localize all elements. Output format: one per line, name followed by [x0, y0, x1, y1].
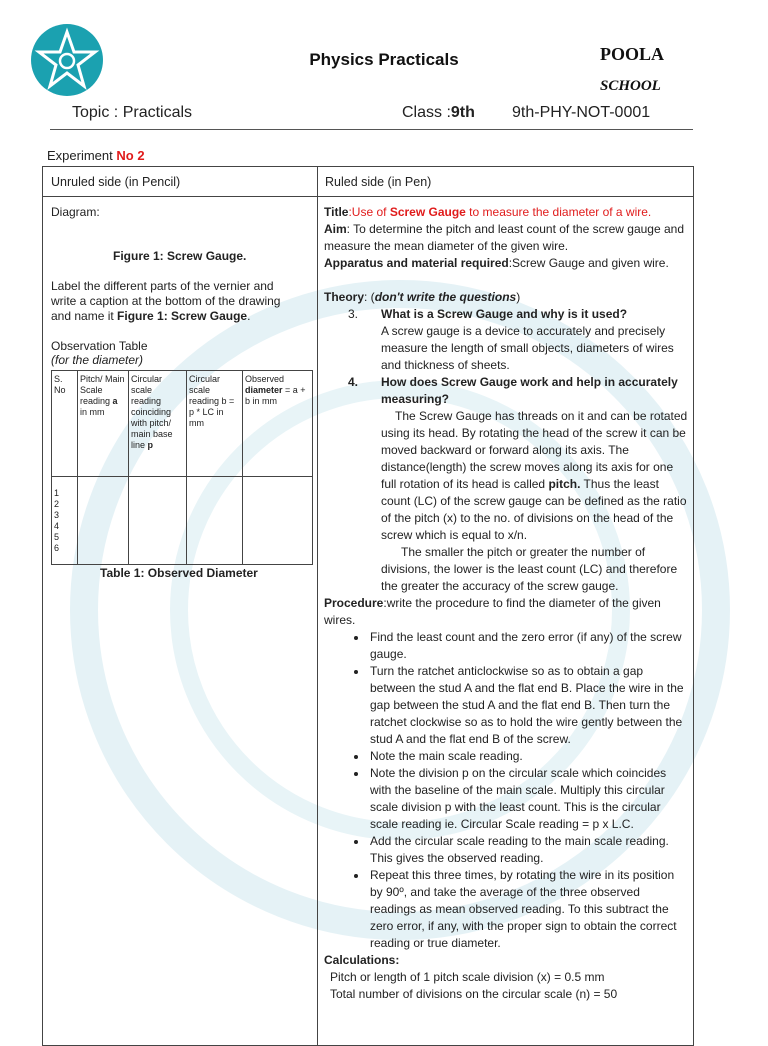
table-header-observed-diameter: Observed diameter = a + b in mm — [243, 371, 313, 477]
experiment-label: Experiment No 2 — [47, 148, 145, 163]
table-cell — [243, 477, 313, 565]
left-column-heading: Unruled side (in Pencil) — [51, 175, 181, 189]
procedure-steps — [324, 629, 689, 952]
observation-table-title: Observation Table — [51, 339, 148, 353]
table-header-sno: S. No — [52, 371, 78, 477]
theory-heading: Theory: (don't write the questions) — [324, 290, 521, 304]
right-column-heading: Ruled side (in Pen) — [325, 175, 432, 189]
procedure-step: • Turn the ratchet anticlockwise so as to obtain a gap between the stud A and the flat end B. Place the wire in the gap between the stud A and the flat end B. Then turn the ratchet clockwise so as to hold the wire gently between the stud A and the flat end B of the screw. — [368, 663, 689, 748]
question-4: 4. How does Screw Gauge work and help in accurately measuring? — [348, 375, 678, 406]
label-instruction-line-3: and name it Figure 1: Screw Gauge. — [51, 309, 251, 323]
table-cell — [187, 477, 243, 565]
school-subtitle: SCHOOL — [600, 78, 661, 94]
page-title: Physics Practicals — [309, 50, 459, 69]
school-name: POOLA — [600, 44, 665, 64]
class-label: Class :9th — [402, 104, 475, 121]
answer-3: A screw gauge is a device to accurately and precisely measure the length of small objects, diameters of wires and thickness of sheets. — [381, 324, 674, 372]
table-header-circular-scale: Circular scale reading coinciding with pitch/ main base line p — [129, 371, 187, 477]
column-divider — [317, 166, 318, 1046]
figure-caption: Figure 1: Screw Gauge. — [113, 249, 247, 263]
observation-table — [51, 370, 313, 565]
table-header-circular-reading: Circular scale reading b = p * LC in mm — [187, 371, 243, 477]
class-value: 9th — [450, 104, 475, 121]
table-caption: Table 1: Observed Diameter — [100, 566, 258, 580]
header-divider — [50, 129, 693, 130]
header-row-divider — [42, 196, 694, 197]
aim-line: Aim: To determine the pitch and least count of the screw gauge and measure the mean diameter of the given wire. — [324, 222, 685, 253]
table-cell — [78, 477, 129, 565]
procedure-step: • Add the circular scale reading to the main scale reading. This gives the observed reading. — [368, 833, 689, 867]
document-code: 9th-PHY-NOT-0001 — [512, 104, 651, 121]
answer-4-continued: The smaller the pitch or greater the number of divisions, the lower is the least count (LC) and therefore the greater the accuracy of the screw gauge. — [381, 545, 678, 593]
procedure-step: • Note the division p on the circular scale which coincides with the baseline of the main scale. Multiply this circular scale division p with the least count. This is the circular scale reading ie. Circular Scale reading = p x L.C. — [368, 765, 689, 833]
topic-label: Topic : Practicals — [72, 104, 193, 121]
label-instruction-line-1: Label the different parts of the vernier and — [51, 279, 274, 293]
calculation-pitch: Pitch or length of 1 pitch scale division (x) = 0.5 mm — [330, 970, 605, 984]
diagram-label: Diagram: — [51, 205, 100, 219]
procedure-step: • Find the least count and the zero error (if any) of the screw gauge. — [368, 629, 689, 663]
table-header-main-scale: Pitch/ Main Scale reading a in mm — [78, 371, 129, 477]
procedure-heading: Procedure:write the procedure to find the diameter of the given wires. — [324, 596, 661, 627]
answer-4: The Screw Gauge has threads on it and can be rotated using its head. By rotating the head of the screw it can be moved backward or forward along its axis. The distance(length) the screw moves along its axis for one full rotation of its head is called pitch. Thus the least count (LC) of the screw gauge can be defined as the ratio of the pitch (x) to the no. of divisions on the head of the screw which is equal to x/n. — [381, 409, 688, 542]
observation-table-subtitle: (for the diameter) — [51, 353, 144, 367]
procedure-step: • Repeat this three times, by rotating the wire in its position by 90º, and take the average of the three observed readings as mean observed reading. To this subtract the zero error, if any, with the proper sign to obtain the correct reading or true diameter. — [368, 867, 689, 952]
title-line: Title:Use of Screw Gauge to measure the diameter of a wire. — [324, 205, 652, 219]
procedure-step: • Note the main scale reading. — [368, 748, 689, 765]
table-row-numbers: 1 2 3 4 5 6 — [52, 477, 78, 565]
apparatus-line: Apparatus and material required:Screw Gauge and given wire. — [324, 256, 669, 270]
right-column-content — [324, 204, 689, 1003]
calculation-divisions: Total number of divisions on the circular scale (n) = 50 — [330, 987, 618, 1001]
label-instruction-line-2: write a caption at the bottom of the drawing — [51, 294, 281, 308]
experiment-number: No 2 — [116, 148, 145, 163]
calculations-heading: Calculations: — [324, 953, 400, 967]
question-3: 3. What is a Screw Gauge and why is it used? — [348, 307, 628, 321]
table-cell — [129, 477, 187, 565]
